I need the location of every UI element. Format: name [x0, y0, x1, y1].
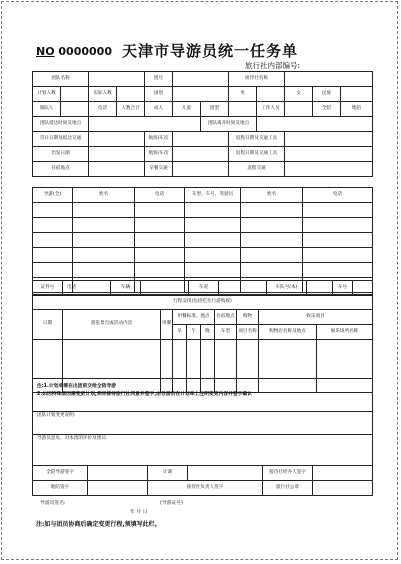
- hdr-meal: 用餐: [161, 310, 173, 340]
- label-country: 国别: [145, 87, 173, 102]
- value-group-type[interactable]: [229, 102, 257, 117]
- hdr-car-type: 车型: [215, 325, 237, 340]
- value-depart-date[interactable]: [89, 147, 145, 162]
- row-headcount: [33, 87, 373, 102]
- value-return-3[interactable]: [285, 162, 373, 177]
- label-planned-count: 计划人数: [33, 87, 61, 102]
- hdr-venue-name: 娱乐场所名称: [317, 325, 373, 340]
- label-departure: 团队离开时间及地点: [201, 117, 257, 132]
- hdr-item-name: 项目名称: [237, 325, 259, 340]
- itinerary-title-row: [33, 295, 373, 310]
- value-flight-2[interactable]: [173, 147, 229, 162]
- feedback-label: 导游员意见、对本团的评价及建议:: [37, 436, 108, 441]
- label-local-guide: 地陪: [341, 102, 373, 117]
- hdr-name-2: 姓名: [241, 188, 303, 203]
- label-fleet: 车队号(本): [267, 281, 307, 296]
- label-first-day: 首日日期及抵达交通: [33, 132, 89, 147]
- value-operator[interactable]: [188, 466, 263, 481]
- hdr-guide: 导游(全): [33, 188, 73, 203]
- remarks-cell: [33, 379, 373, 412]
- value-staff[interactable]: [285, 102, 313, 117]
- label-group-type: 团型: [201, 102, 229, 117]
- itinerary-header-row-1: [33, 310, 373, 325]
- guide-row: [33, 248, 373, 263]
- value-agency-handler[interactable]: [313, 466, 373, 481]
- label-total: 人数合计: [117, 102, 145, 117]
- value-first-day[interactable]: [89, 132, 145, 147]
- hdr-dinner: 晚: [201, 325, 215, 340]
- label-male: 男: [229, 87, 257, 102]
- row-first-day: [33, 132, 373, 147]
- label-ethnicity: 民族: [313, 87, 341, 102]
- hdr-activity: 游览景点或活动内容: [63, 310, 161, 340]
- label-adult: 成人: [145, 102, 173, 117]
- label-staff: 工作人员: [257, 102, 285, 117]
- row-leader: [33, 102, 373, 117]
- hdr-entertainment: 娱乐项目: [259, 310, 373, 325]
- label-return-1: 返程日期及交通工具: [229, 132, 285, 147]
- hdr-lunch: 午: [187, 325, 201, 340]
- itinerary-title: 行程安排(包括吃住行游购娱): [33, 295, 373, 310]
- feedback-cell[interactable]: [33, 435, 373, 466]
- label-group-name: 团队名称: [33, 72, 89, 87]
- footer-guide-sign: 导游员签名:: [40, 501, 66, 506]
- label-female: 女: [285, 87, 313, 102]
- label-phone: 电话: [89, 102, 117, 117]
- label-national-guide: 全陪: [313, 102, 341, 117]
- hdr-date: 日期: [33, 310, 63, 340]
- value-actual-count[interactable]: [117, 87, 145, 102]
- label-operator: 计调: [148, 466, 188, 481]
- remark-line-2: 2.如因特殊原因需变更计划,须经接待旅行社同意并签字,由导游员在计划单上注明变更内容并签字确认: [37, 391, 253, 397]
- guide-row: [33, 218, 373, 233]
- remarks-table: [32, 378, 373, 496]
- document-number: [36, 45, 112, 58]
- value-local-guide-sign[interactable]: [88, 481, 148, 496]
- hdr-name-1: 姓名: [73, 188, 135, 203]
- hdr-breakfast: 早: [173, 325, 187, 340]
- value-breakfast[interactable]: [173, 162, 229, 177]
- page-title: 天津市导游员统一任务单: [122, 42, 299, 60]
- row-group-name: [33, 72, 373, 87]
- label-national-guide-sign: 全陪导游签字: [33, 466, 88, 481]
- value-male[interactable]: [257, 87, 285, 102]
- label-plate: 车号: [333, 281, 353, 296]
- change-row: [33, 412, 373, 435]
- guide-vehicle-table: [32, 187, 373, 293]
- value-group-no[interactable]: [173, 72, 229, 87]
- label-agency-handler: 接待社经办人签字: [263, 466, 313, 481]
- hdr-phone-1: 电话: [135, 188, 185, 203]
- value-national-guide-sign[interactable]: [88, 466, 148, 481]
- remark-line-1: 注:1.计划单需在出团前交给全陪导游: [37, 384, 117, 389]
- hdr-lodging: 住宿地点: [215, 310, 237, 325]
- value-leader[interactable]: [61, 102, 89, 117]
- value-return-1[interactable]: [285, 132, 373, 147]
- internal-number-label: 旅行社内部编号:: [245, 61, 301, 70]
- label-agency-head: 接待社负责人签字: [148, 481, 263, 496]
- value-ethnicity[interactable]: [341, 87, 373, 102]
- hdr-shop-name: 购物店名称及地点: [259, 325, 317, 340]
- group-info-table: [32, 71, 373, 177]
- feedback-row: [33, 435, 373, 466]
- label-agency-seal: 旅行社公章: [263, 481, 313, 496]
- value-receiving-agency[interactable]: [285, 72, 373, 87]
- task-sheet-page: [1, 1, 398, 560]
- label-local-guide-sign: 地陪签字: [33, 481, 88, 496]
- label-breakfast: 早餐交通: [145, 162, 173, 177]
- label-arrival: 团队抵达时间及地点: [33, 117, 89, 132]
- doc-no-label: NO: [36, 45, 55, 58]
- label-depart-date: 出发日期: [33, 147, 89, 162]
- label-group-no: 团号: [145, 72, 173, 87]
- label-lodging: 住宿地点: [33, 162, 89, 177]
- label-child: 儿童: [173, 102, 201, 117]
- label-leader: 领队人: [33, 102, 61, 117]
- label-return-2: 返程日期及交通工具: [229, 147, 285, 162]
- guide-row: [33, 233, 373, 248]
- footer-date: 年 月 日: [130, 510, 148, 515]
- value-return-2[interactable]: [285, 147, 373, 162]
- hdr-meal-std: 用餐标准、地点: [173, 310, 215, 325]
- guide-header-row: [33, 188, 373, 203]
- label-return-3: 返程交通: [229, 162, 285, 177]
- change-cell[interactable]: [33, 412, 373, 435]
- guide-row: [33, 203, 373, 218]
- row-lodging: [33, 162, 373, 177]
- label-cert-phone: 电话: [63, 281, 111, 296]
- label-vehicle: 车辆: [111, 281, 141, 296]
- bottom-note: 注:如与团员协商后确定变更行程,须填写此栏。: [36, 521, 161, 528]
- footer-guide-cert: (导游证号): [160, 501, 183, 506]
- label-cert-no: 证件号: [33, 281, 63, 296]
- signature-row-2: [33, 481, 373, 496]
- label-flight-2: 航班/车次: [145, 147, 173, 162]
- value-arrival[interactable]: [89, 117, 201, 132]
- hdr-shopping: 购物: [237, 310, 259, 325]
- value-departure[interactable]: [257, 117, 373, 132]
- value-flight-1[interactable]: [173, 132, 229, 147]
- row-departure-date: [33, 147, 373, 162]
- value-country[interactable]: [173, 87, 229, 102]
- hdr-phone-2: 电话: [303, 188, 373, 203]
- label-flight-1: 航班/车次: [145, 132, 173, 147]
- label-receiving-agency: 接待社名称: [229, 72, 285, 87]
- remarks-row: [33, 379, 373, 412]
- signature-row-1: [33, 466, 373, 481]
- label-actual-count: 实际人数: [89, 87, 117, 102]
- guide-row: [33, 263, 373, 278]
- value-planned-count[interactable]: [61, 87, 89, 102]
- row-arrival-departure: [33, 117, 373, 132]
- hdr-vehicle: 车型、车号、驾驶员: [185, 188, 241, 203]
- value-lodging[interactable]: [89, 162, 145, 177]
- value-agency-seal[interactable]: [313, 481, 373, 496]
- label-condition: 车况: [189, 281, 219, 296]
- value-group-name[interactable]: [89, 72, 145, 87]
- doc-no-value: 0000000: [58, 45, 112, 58]
- change-label: 团队计划变更说明:: [37, 413, 76, 418]
